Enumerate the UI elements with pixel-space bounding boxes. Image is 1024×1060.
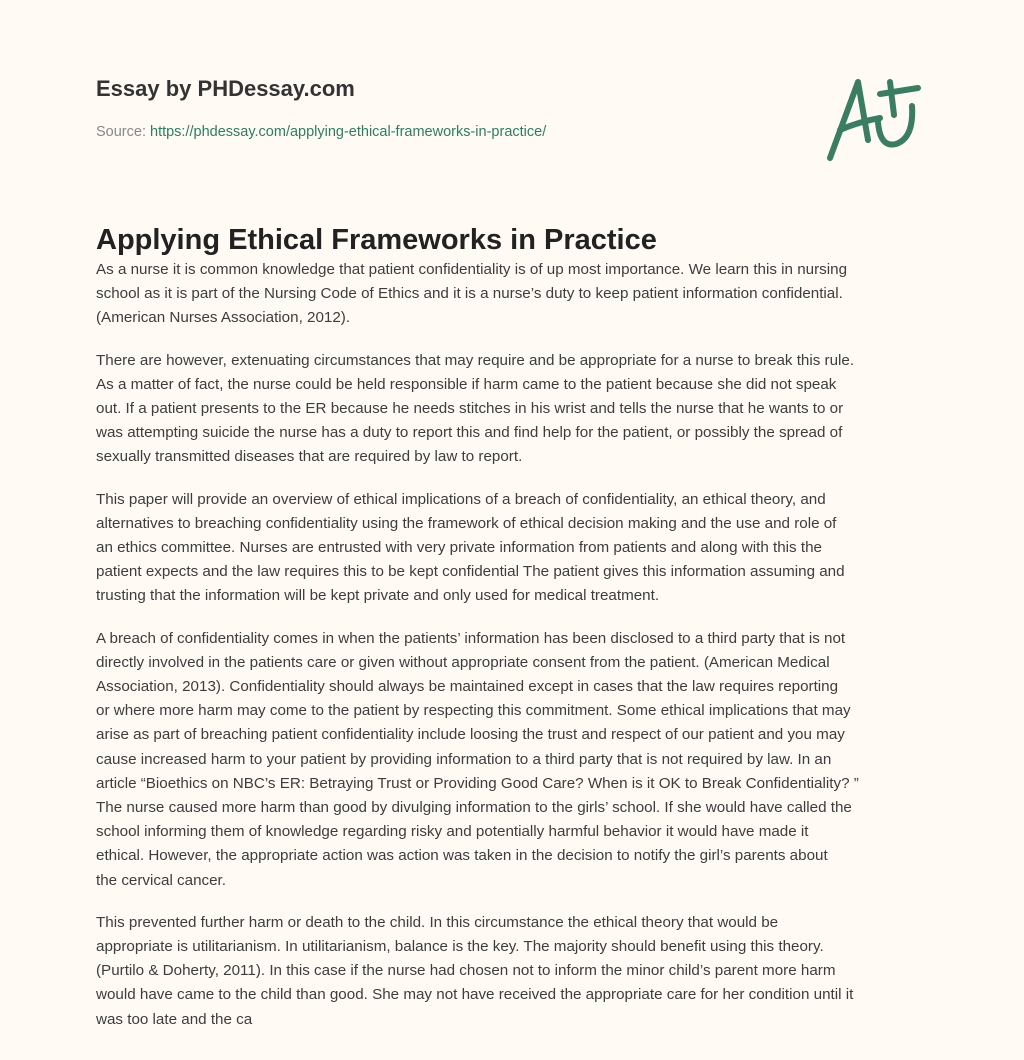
- paragraph-line: As a nurse it is common knowledge that patient confidentiality is of up most importance. We learn this in nursing: [96, 261, 848, 278]
- essay-paragraph: [96, 911, 936, 1032]
- paragraph-line: sexually transmitted diseases that are required by law to report.: [96, 448, 523, 466]
- paragraph-line: (American Nurses Association, 2012).: [96, 309, 351, 327]
- paragraph-line: The nurse caused more harm than good by divulging information to the girls’ school. If she would have called the: [96, 799, 852, 817]
- paragraph-line: was too late and the ca: [96, 1010, 253, 1028]
- paragraph-line: school informing them of knowledge regarding risky and potentially harmful behavior it would have made it: [96, 823, 809, 841]
- paragraph-line: directly involved in the patients care or given without appropriate consent from the patient. (American Medical: [96, 653, 830, 671]
- paragraph-line: appropriate is utilitarianism. In utilitarianism, balance is the key. The majority should benefit using this theory.: [96, 938, 824, 956]
- essay-body: [96, 258, 936, 1050]
- paragraph-line: As a matter of fact, the nurse could be held responsible if harm came to the patient because she did not speak: [96, 375, 837, 393]
- essay-paragraph: [96, 349, 936, 470]
- paragraph-line: ethical. However, the appropriate action was action was taken in the decision to notify the girl’s parents about: [96, 847, 828, 865]
- paragraph-line: cause increased harm to your patient by providing information to a third party that is not required by law. In an: [96, 750, 832, 768]
- paragraph-line: patient expects and the law requires this to be kept confidential The patient gives this information assuming and: [96, 563, 845, 581]
- source-line: [96, 124, 546, 140]
- source-link[interactable]: https://phdessay.com/applying-ethical-frameworks-in-practice/: [150, 124, 547, 140]
- paragraph-line: This prevented further harm or death to the child. In this circumstance the ethical theory that would be: [96, 913, 779, 931]
- paragraph-line: an ethics committee. Nurses are entrusted with very private information from patients and along with this the: [96, 539, 822, 557]
- page-title: Applying Ethical Frameworks in Practice: [96, 224, 657, 256]
- essay-paragraph: [96, 258, 936, 331]
- paragraph-line: would have came to the child than good. She may not have received the appropriate care for her condition until it: [96, 986, 854, 1004]
- paragraph-line: was attempting suicide the nurse has a duty to report this and find help for the patient, or possibly the spread of: [96, 424, 843, 442]
- paragraph-line: arise as part of breaching patient confidentiality include loosing the trust and respect of our patient and you may: [96, 726, 845, 744]
- paragraph-line: school as it is part of the Nursing Code of Ethics and it is a nurse’s duty to keep patient information confidential.: [96, 285, 843, 303]
- essay-paragraph: [96, 488, 936, 609]
- paragraph-line: out. If a patient presents to the ER because he needs stitches in his wrist and tells the nurse that he wants to or: [96, 400, 844, 418]
- paragraph-line: alternatives to breaching confidentiality using the framework of ethical decision making and the use and role of: [96, 514, 837, 532]
- paragraph-line: the cervical cancer.: [96, 871, 226, 889]
- paragraph-line: There are however, extenuating circumstances that may require and be appropriate for a nurse to break this rule.: [96, 351, 855, 369]
- brand-title: Essay by PHDessay.com: [96, 76, 355, 101]
- paragraph-line: This paper will provide an overview of ethical implications of a breach of confidentiality, an ethical theory, and: [96, 490, 826, 508]
- paragraph-line: (Purtilo & Doherty, 2011). In this case if the nurse had chosen not to inform the minor child’s parent more harm: [96, 962, 836, 980]
- paragraph-line: A breach of confidentiality comes in when the patients’ information has been disclosed to a third party that is not: [96, 629, 846, 647]
- paragraph-line: article “Bioethics on NBC’s ER: Betraying Trust or Providing Good Care? When is it OK to Break Confidentiality? ”: [96, 774, 859, 792]
- a-plus-logo-icon: [818, 70, 928, 165]
- essay-paragraph: [96, 627, 936, 893]
- paragraph-line: trusting that the information will be kept private and only used for medical treatment.: [96, 587, 660, 605]
- paragraph-line: or where more harm may come to the patient by respecting this commitment. Some ethical implications that may: [96, 702, 851, 720]
- paragraph-line: Association, 2013). Confidentiality should always be maintained except in cases that the law requires reporting: [96, 678, 839, 696]
- source-label: Source:: [96, 124, 150, 140]
